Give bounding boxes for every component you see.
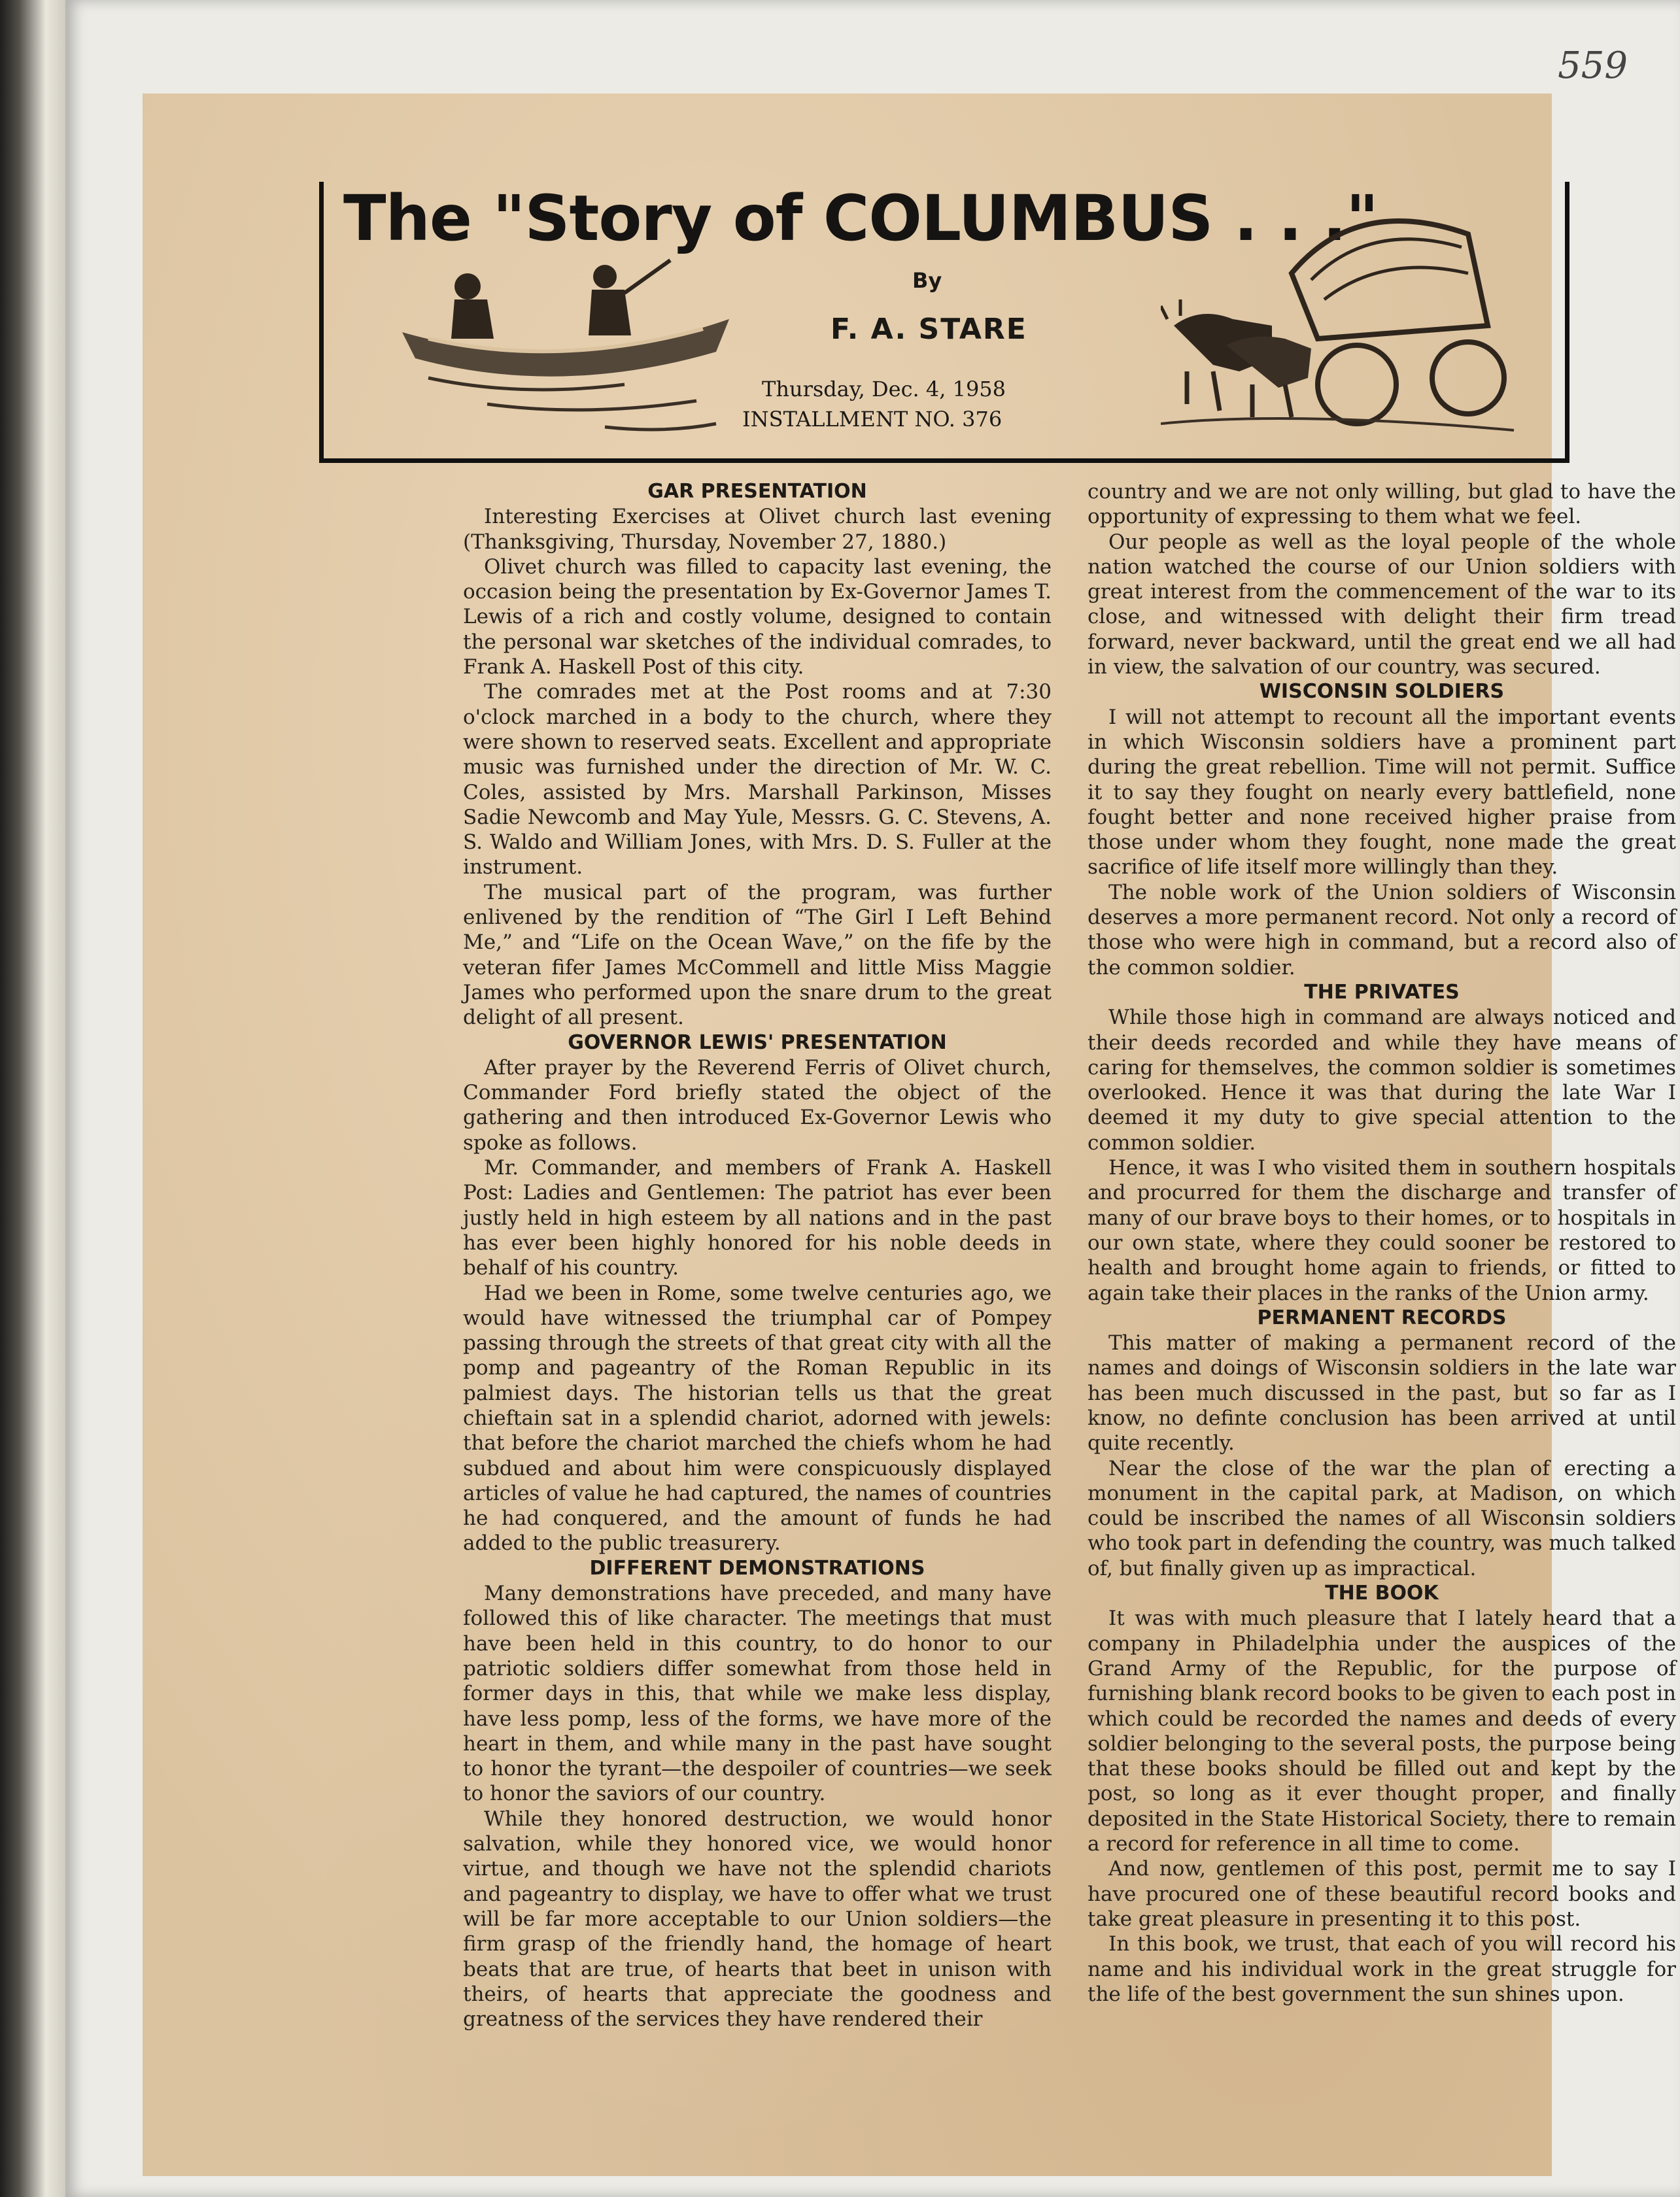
issue-date: Thursday, Dec. 4, 1958 [762, 377, 1006, 401]
article-paragraph: country and we are not only willing, but glad to have the opportunity of expressing to them what we feel. [1088, 480, 1676, 529]
section-heading: THE BOOK [1325, 1582, 1439, 1605]
article-paragraph: While those high in command are always noticed and their deeds recorded and while they have means of caring for themselves, the common soldier is sometimes overlooked. Hence it was that during the late War I deemed it my duty to give special attention to the common soldier. [1088, 1006, 1676, 1155]
article-paragraph: While they honored destruction, we would honor salvation, while they honored vice, we would honor virtue, and though we have not the splendid chariots and pageantry to display, we have to offer what we trust will be far more acceptable to our Union soldiers—the firm grasp of the friendly hand, the homage of heart beats that are true, of hearts that beet in unison with theirs, of hearts that appreciate the goodness and greatness of the services they have rendered their [463, 1807, 1052, 2032]
ox-wagon-illustration [1161, 195, 1527, 443]
newspaper-clipping [143, 94, 1676, 2176]
column-title: The "Story of COLUMBUS . . ." [343, 182, 1379, 255]
section-heading: DIFFERENT DEMONSTRATIONS [589, 1556, 925, 1580]
article-paragraph: The comrades met at the Post rooms and at 7:30 o'clock marched in a body to the church, where they were shown to reserved seats. Excellent and appropriate music was furnished under the direction of Mr. W. C. Coles, assisted by Mrs. Marshall Parkinson, Misses Sadie Newcomb and May Yule, Messrs. G. C. Stevens, A. S. Waldo and William Jones, with Mrs. D. S. Fuller at the instrument. [463, 680, 1052, 879]
article-column-left [463, 479, 1052, 2032]
article-paragraph: And now, gentlemen of this post, permit me to say I have procured one of these beautiful record books and take great pleasure in presenting it to this post. [1088, 1857, 1676, 1931]
article-column-right [1088, 479, 1676, 2007]
article-paragraph: This matter of making a permanent record of the names and doings of Wisconsin soldiers in the late war has been much discussed in the past, but so far as I know, no definte conclusion has been arrived at until quite recently. [1088, 1331, 1676, 1456]
article-paragraph: The musical part of the program, was further enlivened by the rendition of “The Girl I Left Behind Me,” and “Life on the Ocean Wave,” on the fife by the veteran fifer James McCommell and little Miss Maggie James who performed upon the snare drum to the great delight of all present. [463, 880, 1052, 1030]
article-paragraph: I will not attempt to recount all the important events in which Wisconsin soldiers have a prominent part during the great rebellion. Time will not permit. Suffice it to say they fought on nearly every battlefield, none fought better and none received higher praise from those under whom they fought, none made the great sacrifice of life itself more willingly than they. [1088, 705, 1676, 879]
byline: By [912, 268, 942, 293]
canoe-illustration [389, 247, 755, 443]
article-paragraph: Many demonstrations have preceded, and many have followed this of like character. The meetings that must have been held in this country, to do honor to our patriotic soldiers differ somewhat from those held in former days in this, that while we make less display, have less pomp, less of the forms, we have more of the heart in them, and while many in the past have sought to honor the tyrant—the despoiler of countries—we seek to honor the saviors of our country. [463, 1582, 1052, 1806]
article-paragraph: Mr. Commander, and members of Frank A. Haskell Post: Ladies and Gentlemen: The patriot has ever been justly held in high esteem by all nations and in the past has ever been highly honored for his noble deeds in behalf of his country. [463, 1156, 1052, 1280]
installment-number: INSTALLMENT NO. 376 [742, 407, 1003, 432]
article-paragraph: Near the close of the war the plan of erecting a monument in the capital park, at Madison, on which could be inscribed the names of all Wisconsin soldiers who took part in defending the country, was much talked of, but finally given up as impractical. [1088, 1456, 1676, 1580]
section-heading: GOVERNOR LEWIS' PRESENTATION [568, 1030, 947, 1054]
article-paragraph: The noble work of the Union soldiers of Wisconsin deserves a more permanent record. Not only a record of those who were high in command, but a record also of the common soldier. [1088, 880, 1676, 979]
album-spine [0, 0, 65, 2197]
section-heading: PERMANENT RECORDS [1257, 1306, 1507, 1329]
article-paragraph: In this book, we trust, that each of you will record his name and his individual work in the great struggle for the life of the best government the sun shines upon. [1088, 1932, 1676, 2006]
article-paragraph: Olivet church was filled to capacity last evening, the occasion being the presentation by Ex-Governor James T. Lewis of a rich and costly volume, designed to contain the personal war sketches of the individual comrades, to Frank A. Haskell Post of this city. [463, 554, 1052, 679]
article-paragraph: Hence, it was I who visited them in southern hospitals and procurred for them the discharge and transfer of many of our brave boys to their homes, or to hospitals in our own state, where they could sooner be restored to health and brought home again to friends, or fitted to again take their places in the ranks of the Union army. [1088, 1156, 1676, 1305]
article-paragraph: Had we been in Rome, some twelve centuries ago, we would have witnessed the triumphal car of Pompey passing through the streets of that great city with all the pomp and pageantry of the Roman Republic in its palmiest days. The historian tells us that the great chieftain sat in a splendid chariot, adorned with jewels: that before the chariot marched the chiefs whom he had subdued and about him were conspicuously displayed articles of value he had captured, the names of countries he had conquered, and the amount of funds he had added to the public treasurery. [463, 1281, 1052, 1556]
article-paragraph: Our people as well as the loyal people of the whole nation watched the course of our Union soldiers with great interest from the commencement of the war to its close, and witnessed with delight their firm tread forward, never backward, until the great end we all had in view, the salvation of our country, was secured. [1088, 530, 1676, 679]
section-heading: WISCONSIN SOLDIERS [1259, 680, 1505, 704]
article-paragraph: Interesting Exercises at Olivet church last evening (Thanksgiving, Thursday, November 27, 1880.) [463, 505, 1052, 554]
page-number: 559 [1558, 44, 1628, 87]
section-heading: GAR PRESENTATION [647, 480, 867, 503]
article-paragraph: It was with much pleasure that I lately heard that a company in Philadelphia under the auspices of the Grand Army of the Republic, for the purpose of furnishing blank record books to be given to each post in which could be recorded the names and deeds of every soldier belonging to the several posts, the purpose being that these books should be filled out and kept by the post, so long as it ever thought proper, and finally deposited in the State Historical Society, there to remain a record for reference in all time to come. [1088, 1607, 1676, 1856]
masthead [319, 182, 1569, 463]
section-heading: THE PRIVATES [1304, 980, 1460, 1004]
author-name: F. A. STARE [831, 313, 1027, 346]
article-paragraph: After prayer by the Reverend Ferris of Olivet church, Commander Ford briefly stated the object of the gathering and then introduced Ex-Governor Lewis who spoke as follows. [463, 1055, 1052, 1155]
